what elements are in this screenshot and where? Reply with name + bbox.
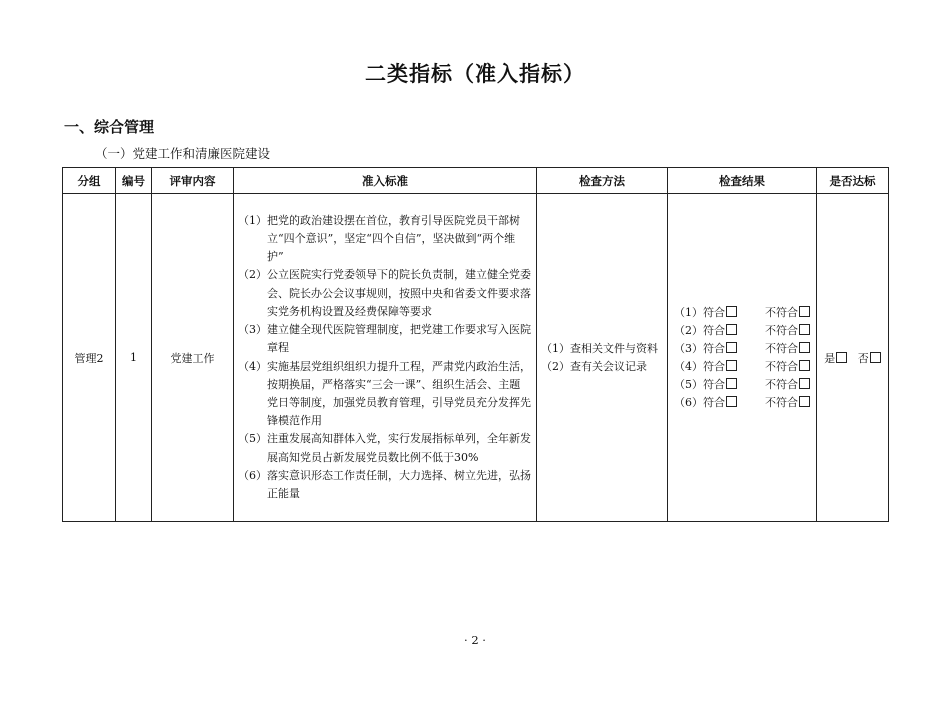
methods-list: [537, 340, 667, 376]
result-row: （6）符合 不符合: [674, 394, 810, 412]
list-item: （1） 把党的政治建设摆在首位，教育引导医院党员干部树立“四个意识”，坚定“四个自信”，坚决做到“两个维护”: [238, 213, 520, 264]
section-heading: 一、综合管理: [64, 118, 155, 136]
list-item: （2）查有关会议记录: [541, 359, 647, 373]
result-row: （5）符合 不符合: [674, 376, 810, 394]
list-item: （2） 公立医院实行党委领导下的院长负责制，建立健全党委会、院长办公会议事规则，按照中央和省委文件要求落实党务机构设置及经费保障等要求: [238, 268, 531, 318]
result-row: （3）符合 不符合: [674, 340, 810, 358]
header-content: 评审内容: [152, 168, 234, 194]
checkbox-pass[interactable]: [726, 360, 737, 371]
checkbox-pass[interactable]: [726, 378, 737, 389]
standards-list: [234, 212, 536, 503]
list-item: （5） 注重发展高知群体入党，实行发展指标单列，全年新发展高知党员占新发展党员数比例不低于30%: [238, 432, 531, 464]
checkbox-pass[interactable]: [726, 342, 737, 353]
subsection-heading: （一）党建工作和清廉医院建设: [95, 146, 271, 161]
cell-standards: [234, 194, 537, 522]
result-row: （1）符合 不符合: [674, 304, 810, 322]
checkbox-fail[interactable]: [799, 396, 810, 407]
header-result: 检查结果: [668, 168, 817, 194]
cell-meets-standard: 是 否: [817, 194, 889, 522]
list-item: （3） 建立健全现代医院管理制度，把党建工作要求写入医院章程: [238, 323, 531, 355]
page-number: · 2 ·: [464, 633, 486, 647]
table-row: [63, 194, 889, 522]
checkbox-fail[interactable]: [799, 360, 810, 371]
list-item: （1）查相关文件与资料: [541, 341, 658, 355]
result-row: （4）符合 不符合: [674, 358, 810, 376]
checkbox-pass[interactable]: [726, 306, 737, 317]
result-row: （2）符合 不符合: [674, 322, 810, 340]
cell-number: 1: [116, 194, 152, 522]
results-list: [668, 304, 816, 412]
cell-group: 管理2: [63, 194, 116, 522]
cell-results: [668, 194, 817, 522]
checkbox-yes[interactable]: [836, 352, 847, 363]
checkbox-fail[interactable]: [799, 324, 810, 335]
criteria-table: [62, 167, 889, 522]
list-item: （6） 落实意识形态工作责任制，大力选择、树立先进，弘扬正能量: [238, 468, 531, 500]
header-standard: 准入标准: [234, 168, 537, 194]
page-title: 二类指标（准入指标）: [365, 62, 585, 86]
header-group: 分组: [63, 168, 116, 194]
header-number: 编号: [116, 168, 152, 194]
header-meets: 是否达标: [817, 168, 889, 194]
table-header-row: [63, 168, 889, 194]
checkbox-fail[interactable]: [799, 342, 810, 353]
checkbox-fail[interactable]: [799, 306, 810, 317]
checkbox-pass[interactable]: [726, 324, 737, 335]
checkbox-pass[interactable]: [726, 396, 737, 407]
header-method: 检查方法: [537, 168, 668, 194]
cell-methods: [537, 194, 668, 522]
checkbox-fail[interactable]: [799, 378, 810, 389]
checkbox-no[interactable]: [870, 352, 881, 363]
cell-content: 党建工作: [152, 194, 234, 522]
list-item: （4） 实施基层党组织组织力提升工程，严肃党内政治生活，按期换届，严格落实“三会一课”、组织生活会、主题党日等制度，加强党员教育管理，引导党员充分发挥先锋模范作用: [238, 359, 531, 428]
